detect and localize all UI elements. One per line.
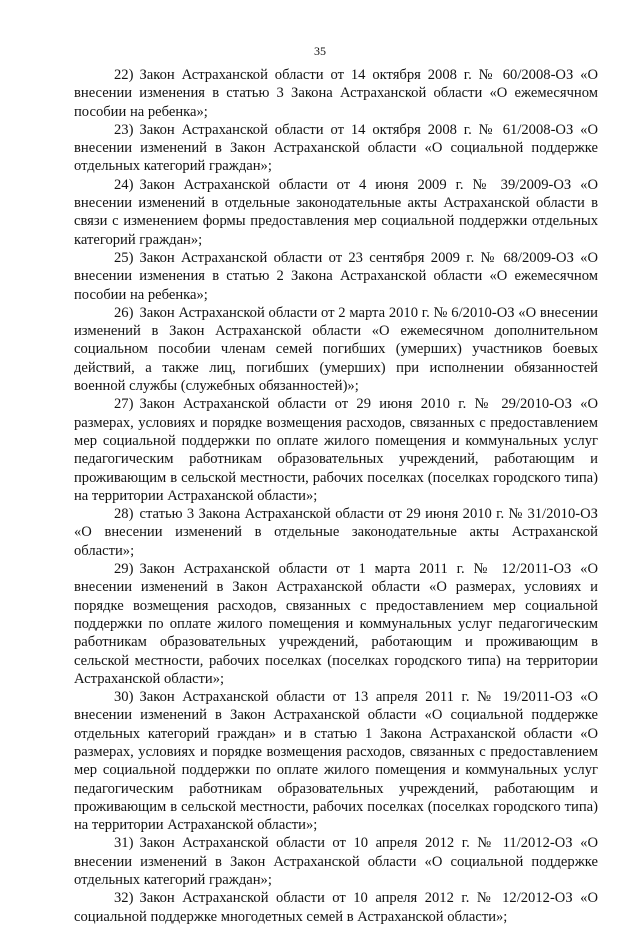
item-number: 30) xyxy=(114,689,134,706)
item-text: Закон Астраханской области от 23 сентября 2009 г. № 68/2009-ОЗ «О внесении изменения в статью 2 Закона Астраханской области «О ежемесячном пособии на ребенка»; xyxy=(74,249,598,303)
item-text: Закон Астраханской области от 10 апреля 2012 г. № 11/2012-ОЗ «О внесении изменений в Закон Астраханской области «О социальной поддержке отдельных категорий граждан»; xyxy=(74,835,598,889)
item-text: Закон Астраханской области от 29 июня 2010 г. № 29/2010-ОЗ «О размерах, условиях и порядке возмещения расходов, связанных с предоставлением мер социальной поддержки по оплате жилого помещения и коммунальных услуг педагогическим работникам образовательных учреждений, работающим и проживающим в сельской местности, рабочих поселках (поселках городского типа) на территории Астраханской области»; xyxy=(74,396,598,504)
list-item xyxy=(74,121,598,176)
item-number: 31) xyxy=(114,835,134,852)
list-item xyxy=(74,304,598,395)
document-body xyxy=(74,66,598,926)
page-number: 35 xyxy=(314,44,326,58)
item-number: 27) xyxy=(114,396,134,413)
item-text: Закон Астраханской области от 10 апреля 2012 г. № 12/2012-ОЗ «О социальной поддержке многодетных семей в Астраханской области»; xyxy=(74,890,598,925)
item-number: 28) xyxy=(114,506,134,523)
list-item xyxy=(74,688,598,834)
item-text: Закон Астраханской области от 13 апреля 2011 г. № 19/2011-ОЗ «О внесении изменений в Закон Астраханской области «О социальной поддержке отдельных категорий граждан» и в статью 1 Закона Астраханской области «О размерах, условиях и порядке возмещения расходов, связанных с предоставлением мер социальной поддержки по оплате жилого помещения и коммунальных услуг педагогическим работникам образовательных учреждений, работающим и проживающим в сельской местности, рабочих поселках (поселках городского типа) на территории Астраханской области»; xyxy=(74,689,598,834)
item-text: Закон Астраханской области от 14 октября 2008 г. № 61/2008-ОЗ «О внесении изменений в Закон Астраханской области «О социальной поддержке отдельных категорий граждан»; xyxy=(74,121,598,175)
list-item xyxy=(74,834,598,889)
list-item xyxy=(74,176,598,249)
list-item xyxy=(74,66,598,121)
item-number: 24) xyxy=(114,176,134,193)
item-number: 29) xyxy=(114,561,134,578)
item-number: 25) xyxy=(114,249,134,266)
list-item xyxy=(74,505,598,560)
item-text: Закон Астраханской области от 4 июня 2009 г. № 39/2009-ОЗ «О внесении изменений в отдельные законодательные акты Астраханской области в связи с изменением формы предоставления мер социальной поддержки отдельных категорий граждан»; xyxy=(74,176,598,248)
item-number: 22) xyxy=(114,67,134,83)
item-number: 32) xyxy=(114,890,134,907)
list-item xyxy=(74,889,598,926)
item-text: Закон Астраханской области от 1 марта 2011 г. № 12/2011-ОЗ «О внесении изменений в Закон Астраханской области «О размерах, условиях и порядке возмещения расходов, связанных с предоставлением мер социальной поддержки по оплате жилого помещения и коммунальных услуг педагогическим работникам образовательных учреждений, работающим и проживающим в сельской местности, рабочих поселках (поселках городского типа) на территории Астраханской области»; xyxy=(74,561,598,687)
item-text: статью 3 Закона Астраханской области от 29 июня 2010 г. № 31/2010-ОЗ «О внесении изменений в отдельные законодательные акты Астраханской области»; xyxy=(74,506,598,559)
list-item xyxy=(74,395,598,505)
item-number: 26) xyxy=(114,304,134,321)
list-item xyxy=(74,249,598,304)
list-item xyxy=(74,560,598,688)
item-text: Закон Астраханской области от 14 октября 2008 г. № 60/2008-ОЗ «О внесении изменения в статью 3 Закона Астраханской области «О ежемесячном пособии на ребенка»; xyxy=(74,67,598,120)
item-text: Закон Астраханской области от 2 марта 2010 г. № 6/2010-ОЗ «О внесении изменений в Закон Астраханской области «О ежемесячном дополнительном социальном пособии членам семей погибших (умерших) участников боевых действий, а также лиц, погибших (умерших) при исполнении обязанностей военной службы (служебных обязанностей)»; xyxy=(74,304,598,395)
item-number: 23) xyxy=(114,121,134,138)
